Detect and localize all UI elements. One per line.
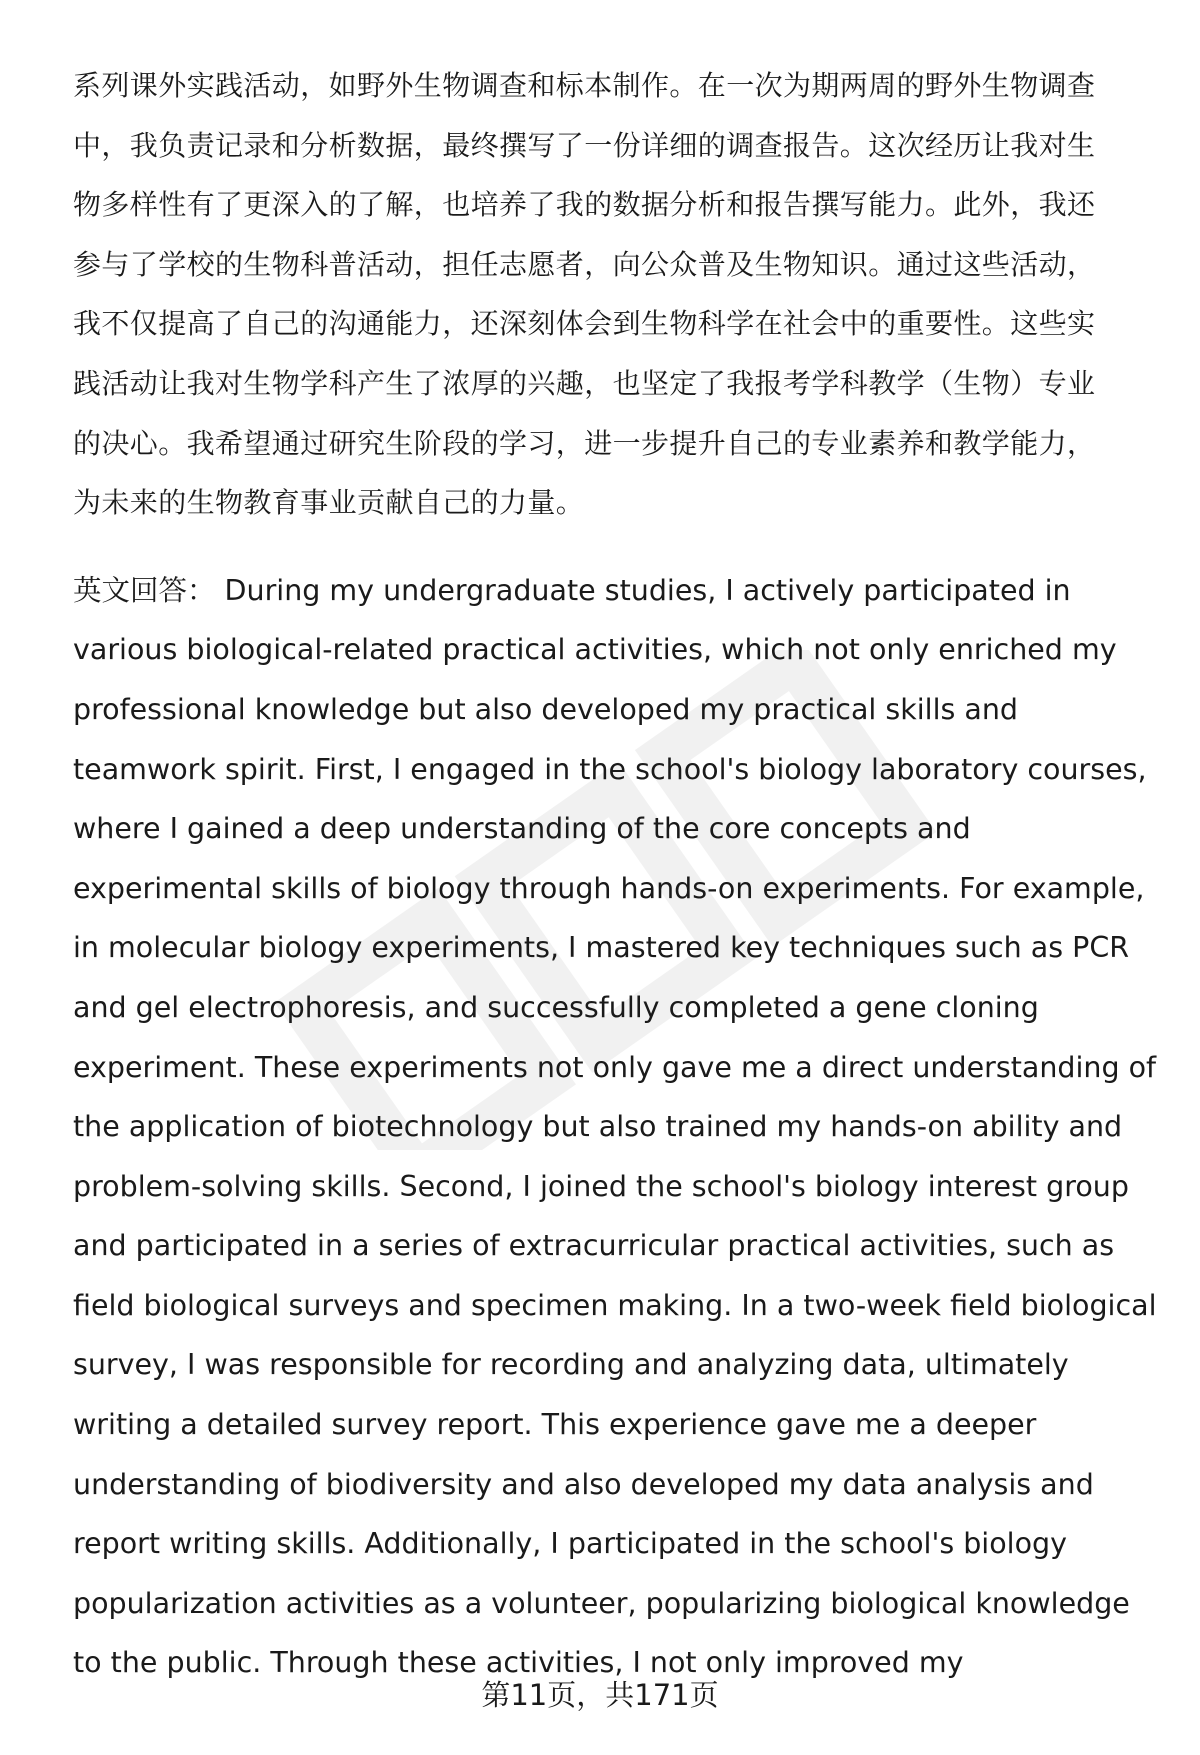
chinese-paragraph-line: 我不仅提高了自己的沟通能力，还深刻体会到生物科学在社会中的重要性。这些实: [73, 307, 1096, 341]
chinese-paragraph-line: 系列课外实践活动，如野外生物调查和标本制作。在一次为期两周的野外生物调查: [73, 69, 1096, 102]
english-answer-line: experiment. These experiments not only gave me a direct understanding of: [73, 1050, 1157, 1084]
english-answer-line: field biological surveys and specimen making. In a two-week field biological: [73, 1288, 1157, 1322]
chinese-paragraph-line: 为未来的生物教育事业贡献自己的力量。: [73, 486, 585, 520]
english-answer-line: and participated in a series of extracurricular practical activities, such as: [73, 1229, 1115, 1263]
english-answer-line: survey, I was responsible for recording and analyzing data, ultimately: [73, 1348, 1069, 1382]
english-answer-line: where I gained a deep understanding of the core concepts and: [73, 812, 971, 846]
chinese-paragraph-line: 的决心。我希望通过研究生阶段的学习，进一步提升自己的专业素养和教学能力，: [73, 426, 1096, 460]
english-answer-line: professional knowledge but also developed my practical skills and: [73, 692, 1019, 726]
english-answer-line: report writing skills. Additionally, I participated in the school's biology: [73, 1527, 1067, 1561]
english-answer-line: various biological-related practical activities, which not only enriched my: [73, 633, 1117, 667]
english-answer-line: problem-solving skills. Second, I joined the school's biology interest group: [73, 1169, 1129, 1203]
english-answer-line: popularization activities as a volunteer, popularizing biological knowledge: [73, 1586, 1130, 1620]
english-answer-line: teamwork spirit. First, I engaged in the school's biology laboratory courses,: [73, 752, 1147, 786]
chinese-paragraph-line: 中，我负责记录和分析数据，最终撰写了一份详细的调查报告。这次经历让我对生: [73, 128, 1096, 162]
english-answer-line: to the public. Through these activities, I not only improved my: [73, 1646, 964, 1680]
chinese-paragraph-line: 践活动让我对生物学科产生了浓厚的兴趣，也坚定了我报考学科教学（生物）专业: [73, 366, 1096, 400]
page-number: 第11页，共171页: [481, 1678, 719, 1712]
english-answer-line: the application of biotechnology but also trained my hands-on ability and: [73, 1110, 1123, 1144]
english-answer-line: in molecular biology experiments, I mastered key techniques such as PCR: [73, 931, 1130, 965]
english-answer-line: 英文回答： During my undergraduate studies, I actively participated in: [73, 573, 1071, 607]
english-answer-line: and gel electrophoresis, and successfully completed a gene cloning: [73, 990, 1039, 1024]
body-text: [73, 56, 1157, 1693]
english-answer-line: experimental skills of biology through hands-on experiments. For example,: [73, 871, 1145, 905]
chinese-paragraph-line: 物多样性有了更深入的了解，也培养了我的数据分析和报告撰写能力。此外，我还: [73, 188, 1096, 222]
english-answer-line: writing a detailed survey report. This experience gave me a deeper: [73, 1408, 1037, 1442]
chinese-paragraph-line: 参与了学校的生物科普活动，担任志愿者，向公众普及生物知识。通过这些活动，: [73, 247, 1096, 281]
english-answer-line: understanding of biodiversity and also developed my data analysis and: [73, 1467, 1094, 1501]
paragraph-gap: [73, 533, 1153, 561]
